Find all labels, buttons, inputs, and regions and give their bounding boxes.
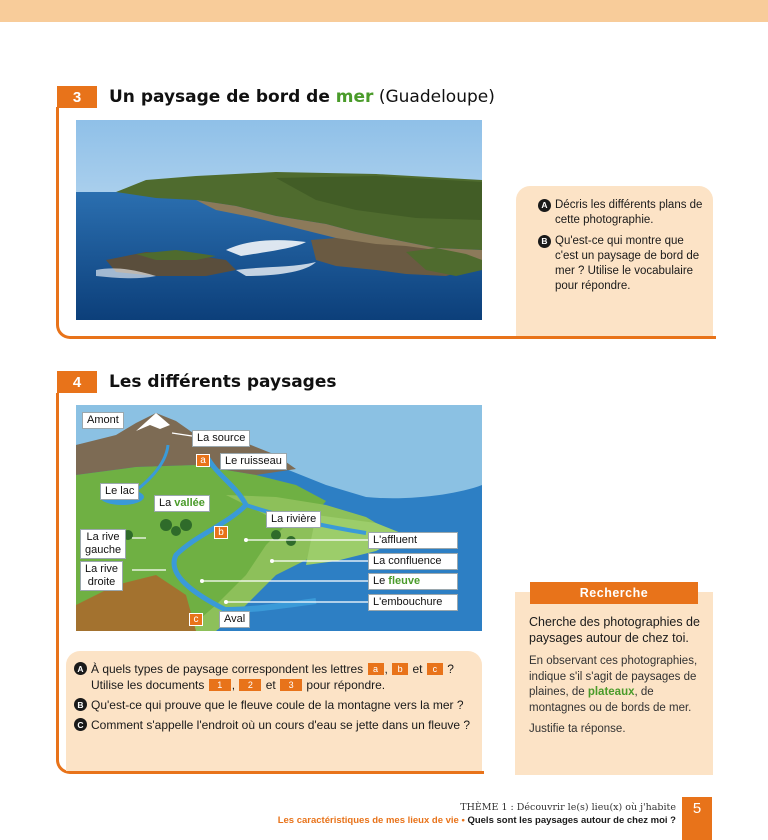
question-c-text: Comment s'appelle l'endroit où un cours d'eau se jette dans un fleuve ? xyxy=(91,718,471,732)
question-a xyxy=(538,198,703,228)
question-a-text: À quels types de paysage correspondent les lettres a , b et c ? Utilise les documents 1 , 2 et 3 pour répondre. xyxy=(91,662,454,692)
recherche-panel xyxy=(515,592,713,775)
label-source: La source xyxy=(192,430,250,447)
question-a-text: Décris les différents plans de cette photographie. xyxy=(555,199,703,226)
doc-tag-3: 3 xyxy=(280,679,302,691)
letter-a-badge: A xyxy=(74,662,87,675)
label-amont: Amont xyxy=(82,412,124,429)
footer-chapter-line: Les caractéristiques de mes lieux de vie • Quels sont les paysages autour de chez moi ? xyxy=(277,815,676,826)
letter-b-badge: B xyxy=(538,235,551,248)
doc-tag-2: 2 xyxy=(239,679,261,691)
label-ruisseau: Le ruisseau xyxy=(220,453,287,470)
recherche-instructions: En observant ces photographies, indique s'il s'agit de paysages de plaines, de plateaux, de montagnes ou de bords de mer. xyxy=(529,655,698,714)
page-number: 5 xyxy=(682,797,712,840)
coast-photo xyxy=(76,120,482,320)
letter-a-badge: A xyxy=(538,199,551,212)
section-3-heading xyxy=(57,86,495,108)
letter-b-badge: B xyxy=(74,698,87,711)
question-a xyxy=(74,661,472,693)
letter-c-badge: C xyxy=(74,718,87,731)
label-rive-droite: La rive droite xyxy=(80,561,123,591)
doc-tag-1: 1 xyxy=(209,679,231,691)
question-b-text: Qu'est-ce qui montre que c'est un paysage de bord de mer ? Utilise le vocabulaire pour répondre. xyxy=(555,235,700,292)
recherche-title: Recherche xyxy=(530,582,698,604)
section-title: Un paysage de bord de mer (Guadeloupe) xyxy=(109,87,495,107)
label-aval: Aval xyxy=(219,611,250,628)
question-b-text: Qu'est-ce qui prouve que le fleuve coule de la montagne vers la mer ? xyxy=(91,698,464,712)
tag-a: a xyxy=(368,663,384,675)
label-confluence: La confluence xyxy=(368,553,458,570)
top-band xyxy=(0,0,768,22)
question-b xyxy=(538,234,703,294)
section-number: 3 xyxy=(57,86,97,108)
label-vallee: La vallée xyxy=(154,495,210,512)
letter-tag-c: c xyxy=(189,613,203,626)
label-riviere: La rivière xyxy=(266,511,321,528)
section-title: Les différents paysages xyxy=(109,372,337,392)
question-b xyxy=(74,697,472,713)
tag-c: c xyxy=(427,663,443,675)
label-fleuve: Le fleuve xyxy=(368,573,458,590)
recherche-justify: Justifie ta réponse. xyxy=(529,723,626,735)
section-4-questions xyxy=(66,651,482,771)
section-4-heading xyxy=(57,371,336,393)
label-embouchure: L'embouchure xyxy=(368,594,458,611)
recherche-intro: Cherche des photographies de paysages autour de chez toi. xyxy=(529,615,700,645)
landscape-diagram xyxy=(76,405,482,631)
label-lac: Le lac xyxy=(100,483,139,500)
section-number: 4 xyxy=(57,371,97,393)
section-3-questions xyxy=(516,186,713,336)
letter-tag-a: a xyxy=(196,454,210,467)
label-affluent: L'affluent xyxy=(368,532,458,549)
footer-theme: THÈME 1 : Découvrir le(s) lieu(x) où j'habite xyxy=(460,802,676,813)
question-c xyxy=(74,717,472,733)
tag-b: b xyxy=(392,663,408,675)
label-rive-gauche: La rive gauche xyxy=(80,529,126,559)
letter-tag-b: b xyxy=(214,526,228,539)
